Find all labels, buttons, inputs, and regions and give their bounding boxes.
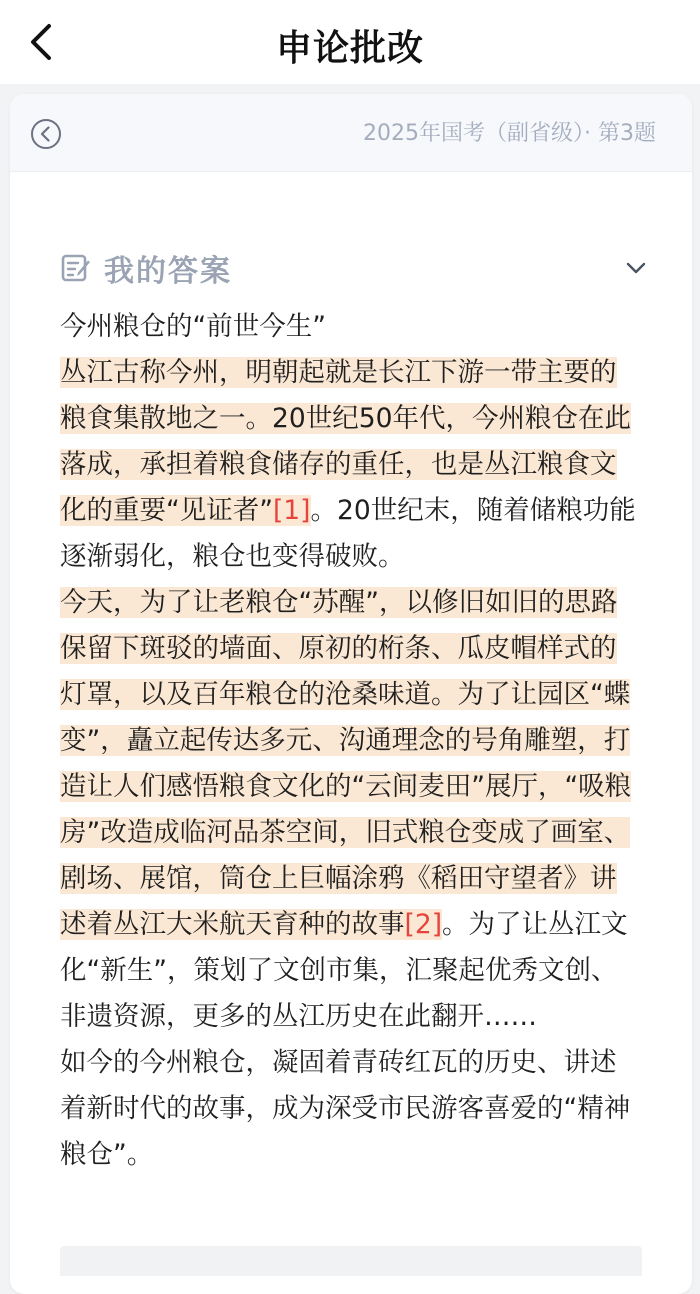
paragraph-text: 。为了让丛江文化“新生”，策划了文创市集，汇聚起优秀文创、非遗资源，更多的丛江历史在此翻开…… [60, 909, 628, 1032]
paragraph-text: 。20世纪末，随着储粮功能逐渐弱化，粮仓也变得破败。 [60, 495, 636, 572]
my-answer-header[interactable] [60, 246, 650, 290]
card-header [10, 94, 692, 172]
answer-title: 今州粮仓的“前世今生” [60, 311, 326, 342]
bottom-section-edge [60, 1246, 642, 1276]
chevron-down-icon[interactable] [622, 254, 650, 282]
exam-tag: 2025年国考（副省级）· 第3题 [363, 121, 656, 146]
highlighted-text: 丛江古称今州，明朝起就是长江下游一带主要的粮食集散地之一。20世纪50年代，今州粮仓在此落成，承担着粮食储存的重任，也是丛江粮食文化的重要“见证者” [60, 357, 631, 526]
circle-chevron-left-icon[interactable] [30, 118, 62, 150]
reference-marker[interactable]: [2] [404, 909, 443, 940]
edit-note-icon [60, 251, 94, 285]
answer-body [60, 304, 640, 1178]
reference-marker[interactable]: [1] [272, 495, 311, 526]
page-title: 申论批改 [275, 28, 424, 69]
answer-card [10, 94, 692, 1294]
answer-paragraph-1 [60, 350, 640, 580]
section-title: 我的答案 [104, 254, 232, 289]
top-navbar [0, 0, 700, 84]
answer-paragraph-3: 如今的今州粮仓，凝固着青砖红瓦的历史、讲述着新时代的故事，成为深受市民游客喜爱的“精神粮仓”。 [60, 1047, 631, 1170]
highlighted-text: 今天，为了让老粮仓“苏醒”，以修旧如旧的思路保留下斑驳的墙面、原初的桁条、瓜皮帽样式的灯罩，以及百年粮仓的沧桑味道。为了让园区“蝶变”，矗立起传达多元、沟通理念的号角雕塑，打造让人们感悟粮食文化的“云间麦田”展厅，“吸粮房”改造成临河品茶空间，旧式粮仓变成了画室、剧场、展馆，筒仓上巨幅涂鸦《稻田守望者》讲述着丛江大米航天育种的故事 [60, 587, 632, 940]
answer-paragraph-2 [60, 580, 640, 1040]
